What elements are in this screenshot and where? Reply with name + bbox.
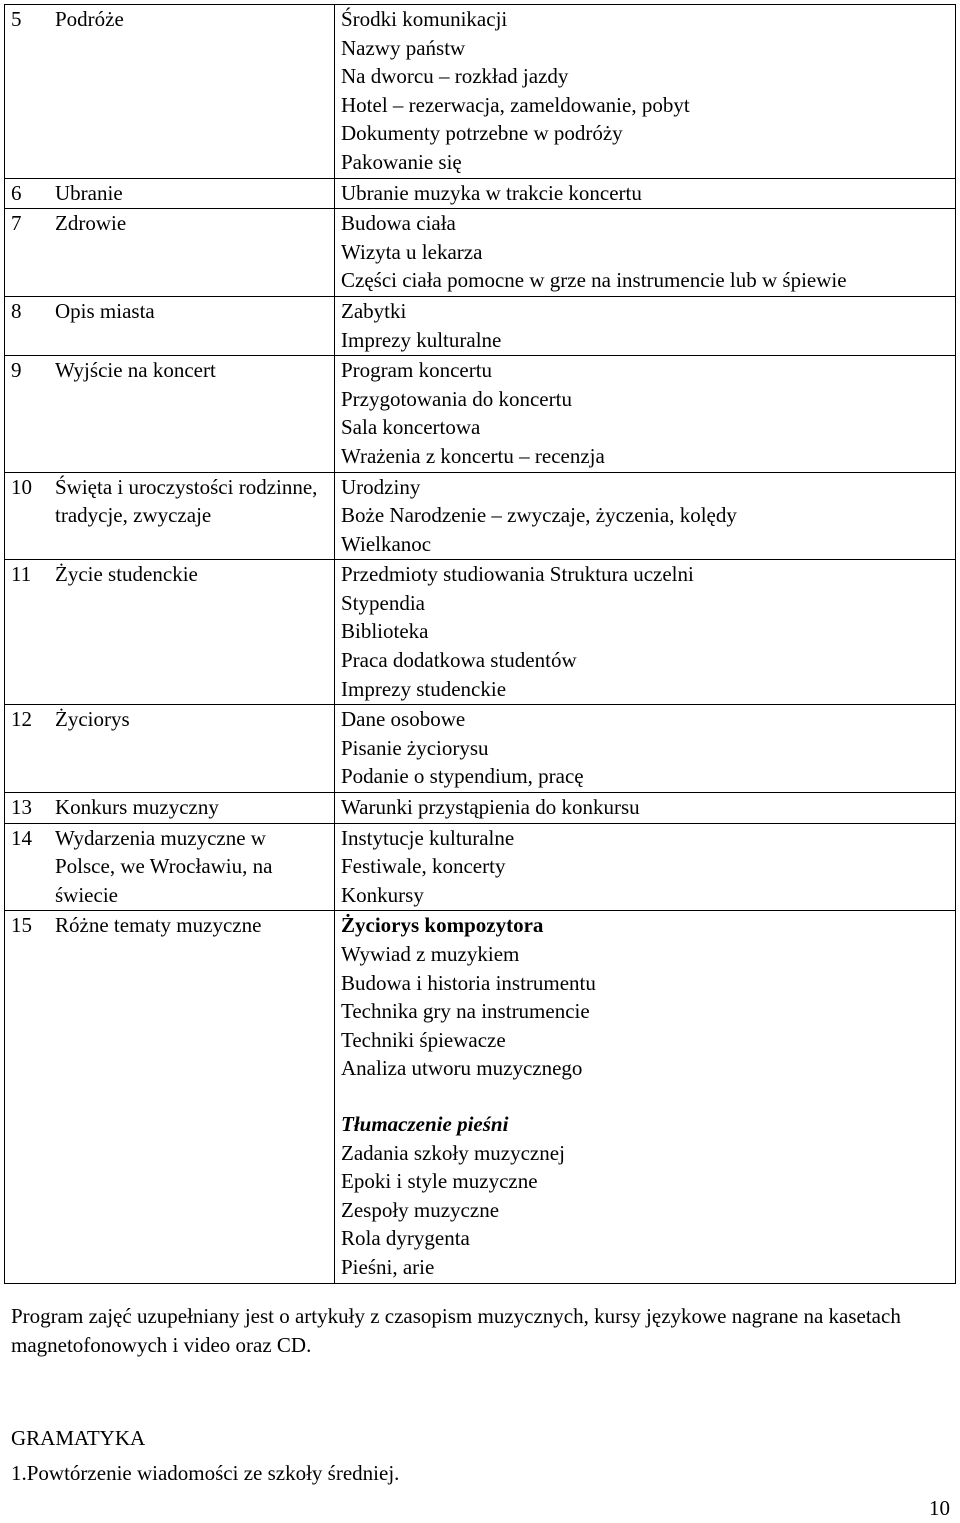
- subtopic-item: Urodziny: [341, 474, 421, 499]
- table-row: [5, 356, 956, 472]
- topic-name: Różne tematy muzyczne: [55, 913, 262, 938]
- subtopic-item: Technika gry na instrumencie: [341, 999, 590, 1024]
- subtopic-item: Nazwy państw: [341, 35, 466, 60]
- topic-name: Ubranie: [55, 180, 123, 205]
- page-number: 10: [929, 1496, 950, 1520]
- subtopic-item: Ubranie muzyka w trakcie koncertu: [341, 180, 642, 205]
- spacer: [341, 1083, 949, 1110]
- subtopic-item: Zabytki: [341, 298, 407, 323]
- subtopic-item: Pakowanie się: [341, 149, 462, 174]
- table-row: [5, 209, 956, 297]
- subtopic-item: Zespoły muzyczne: [341, 1197, 500, 1222]
- subtopic-item: Konkursy: [341, 882, 424, 907]
- topics-table-body: [5, 5, 956, 1284]
- subtopics-cell: [335, 793, 956, 824]
- topic-cell: [5, 472, 335, 560]
- topic-name: Życiorys: [55, 707, 130, 732]
- subtopic-item: Przedmioty studiowania Struktura uczelni: [341, 562, 694, 587]
- topic-cell: [5, 178, 335, 209]
- table-row: [5, 296, 956, 355]
- topic-cell: [5, 209, 335, 297]
- subtopic-item: Praca dodatkowa studentów: [341, 648, 577, 673]
- subtopic-item: Zadania szkoły muzycznej: [341, 1140, 565, 1165]
- subtopics-cell: [335, 705, 956, 793]
- topic-number: 7: [11, 211, 22, 236]
- subtopics-cell: [335, 296, 956, 355]
- subtopic-item: Instytucje kulturalne: [341, 825, 515, 850]
- subtopic-item: Program koncertu: [341, 358, 493, 383]
- subtopics-cell: [335, 209, 956, 297]
- subtopic-item: Przygotowania do koncertu: [341, 386, 572, 411]
- subtopic-item: Budowa i historia instrumentu: [341, 970, 596, 995]
- table-row: [5, 705, 956, 793]
- topic-name: Konkurs muzyczny: [55, 795, 219, 820]
- subtopics-cell: [335, 823, 956, 911]
- subtopic-item: Biblioteka: [341, 619, 429, 644]
- topic-name: Zdrowie: [55, 211, 127, 236]
- subtopics-cell: [335, 472, 956, 560]
- grammar-heading: GRAMATYKA: [11, 1426, 146, 1450]
- topic-number: 14: [11, 825, 32, 850]
- subtopic-item: Epoki i style muzyczne: [341, 1169, 538, 1194]
- table-row: [5, 793, 956, 824]
- subtopic-item: Rola dyrygenta: [341, 1226, 470, 1251]
- topic-cell: [5, 705, 335, 793]
- table-row: [5, 560, 956, 705]
- subtopics-cell: [335, 560, 956, 705]
- subtopic-item: Wielkanoc: [341, 531, 432, 556]
- table-row: [5, 5, 956, 179]
- program-note: Program zajęć uzupełniany jest o artykuły z czasopism muzycznych, kursy językowe nagrane na kasetach magnetofonowych i video oraz CD.: [11, 1304, 901, 1357]
- subtopic-item: Środki komunikacji: [341, 7, 508, 31]
- topic-cell: [5, 560, 335, 705]
- subtopic-item: Części ciała pomocne w grze na instrumencie lub w śpiewie: [341, 268, 847, 293]
- subtopics-cell: [335, 911, 956, 1283]
- subtopics-cell: [335, 356, 956, 472]
- table-row: [5, 823, 956, 911]
- topic-number: 6: [11, 180, 22, 205]
- topic-number: 5: [11, 7, 22, 31]
- topics-table: [4, 4, 956, 1284]
- subtopics-cell: [335, 178, 956, 209]
- subtopic-item: Na dworcu – rozkład jazdy: [341, 64, 569, 89]
- subtopic-item: Życiorys kompozytora: [341, 913, 544, 938]
- subtopic-item: Dokumenty potrzebne w podróży: [341, 121, 623, 146]
- subtopics-cell: [335, 5, 956, 179]
- topic-cell: [5, 296, 335, 355]
- topic-number: 8: [11, 298, 22, 323]
- topic-name: Wydarzenia muzyczne w Polsce, we Wrocławiu, na świecie: [55, 825, 273, 907]
- subtopic-item: Pisanie życiorysu: [341, 735, 489, 760]
- topic-number: 12: [11, 707, 32, 732]
- subtopic-item: Imprezy studenckie: [341, 676, 507, 701]
- subtopic-item: Festiwale, koncerty: [341, 854, 506, 879]
- topic-name: Życie studenckie: [55, 562, 198, 587]
- table-row: [5, 911, 956, 1283]
- table-row: [5, 178, 956, 209]
- subtopic-item: Wizyta u lekarza: [341, 239, 483, 264]
- subtopic-item: Hotel – rezerwacja, zameldowanie, pobyt: [341, 92, 690, 117]
- topic-cell: [5, 793, 335, 824]
- topic-name: Opis miasta: [55, 298, 155, 323]
- subtopic-item: Wywiad z muzykiem: [341, 942, 520, 966]
- topic-cell: [5, 356, 335, 472]
- topic-cell: [5, 823, 335, 911]
- topic-number: 10: [11, 474, 32, 499]
- topic-number: 15: [11, 913, 32, 938]
- subtopic-item: Tłumaczenie pieśni: [341, 1111, 509, 1136]
- topic-name: Wyjście na koncert: [55, 358, 216, 383]
- subtopic-item: Boże Narodzenie – zwyczaje, życzenia, kolędy: [341, 503, 737, 528]
- subtopic-item: Budowa ciała: [341, 211, 456, 236]
- subtopic-item: Imprezy kulturalne: [341, 327, 502, 352]
- subtopic-item: Pieśni, arie: [341, 1254, 435, 1279]
- subtopic-item: Wrażenia z koncertu – recenzja: [341, 443, 605, 468]
- subtopic-item: Techniki śpiewacze: [341, 1027, 506, 1052]
- topic-number: 11: [11, 562, 32, 587]
- topic-cell: [5, 5, 335, 179]
- grammar-item: 1.Powtórzenie wiadomości ze szkoły średniej.: [11, 1461, 400, 1485]
- topic-cell: [5, 911, 335, 1283]
- table-row: [5, 472, 956, 560]
- subtopic-item: Analiza utworu muzycznego: [341, 1056, 583, 1081]
- topic-number: 13: [11, 795, 32, 820]
- topic-name: Święta i uroczystości rodzinne, tradycje, zwyczaje: [55, 474, 318, 528]
- subtopic-item: Sala koncertowa: [341, 415, 481, 440]
- topic-number: 9: [11, 358, 22, 383]
- subtopic-item: Warunki przystąpienia do konkursu: [341, 795, 640, 820]
- subtopic-item: Stypendia: [341, 590, 425, 615]
- subtopic-item: Podanie o stypendium, pracę: [341, 764, 584, 789]
- topic-name: Podróże: [55, 7, 124, 31]
- subtopic-item: Dane osobowe: [341, 707, 466, 732]
